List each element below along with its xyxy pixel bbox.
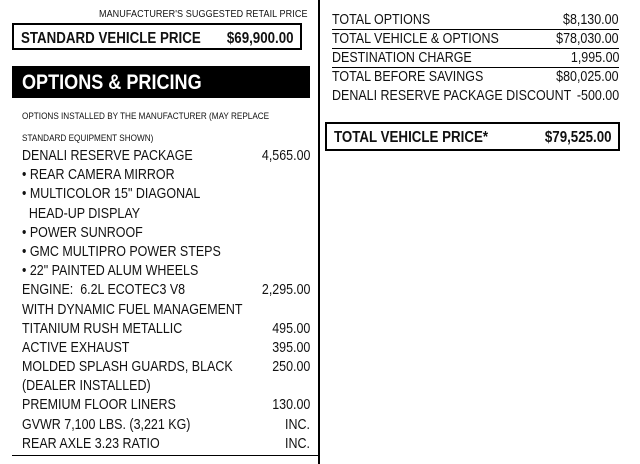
price-summary (332, 11, 619, 106)
total-price-value: $79,525.00 (545, 129, 612, 146)
option-label: • MULTICOLOR 15" DIAGONAL (22, 186, 201, 203)
option-price: 250.00 (271, 359, 310, 376)
bottom-rule (12, 455, 318, 456)
summary-value: $80,025.00 (556, 69, 619, 85)
msrp-label: MANUFACTURER'S SUGGESTED RETAIL PRICE (99, 8, 308, 20)
summary-row (332, 30, 619, 49)
summary-label: TOTAL BEFORE SAVINGS (332, 69, 484, 85)
option-label: DENALI RESERVE PACKAGE (22, 148, 193, 164)
total-price-label: TOTAL VEHICLE PRICE* (334, 129, 489, 146)
option-label: • REAR CAMERA MIRROR (22, 167, 175, 184)
option-price: 130.00 (271, 397, 310, 414)
option-price: 4,565.00 (261, 148, 310, 164)
summary-row (332, 87, 619, 106)
standard-price-box (12, 23, 302, 50)
summary-label: DENALI RESERVE PACKAGE DISCOUNT (332, 88, 572, 104)
standard-price-value: $69,900.00 (227, 30, 294, 47)
standard-price-label: STANDARD VEHICLE PRICE (21, 30, 201, 47)
option-label: WITH DYNAMIC FUEL MANAGEMENT (22, 301, 243, 318)
summary-value: $78,030.00 (556, 31, 619, 47)
summary-column (320, 0, 640, 464)
option-label: REAR AXLE 3.23 RATIO (22, 435, 160, 452)
option-row (22, 147, 310, 166)
summary-row (332, 49, 619, 68)
option-label: TITANIUM RUSH METALLIC (22, 320, 183, 337)
summary-label: TOTAL VEHICLE & OPTIONS (332, 31, 499, 47)
option-row (22, 396, 310, 415)
summary-label: DESTINATION CHARGE (332, 50, 472, 66)
options-title: OPTIONS & PRICING (22, 71, 202, 94)
option-row (22, 281, 310, 300)
option-price: 2,295.00 (261, 282, 310, 299)
option-price: INC. (285, 416, 310, 433)
options-note-line: STANDARD EQUIPMENT SHOWN) (22, 133, 154, 144)
option-row (22, 435, 310, 454)
option-label: PREMIUM FLOOR LINERS (22, 397, 176, 414)
options-list (22, 147, 310, 454)
options-note-line: OPTIONS INSTALLED BY THE MANUFACTURER (MAY REPLACE (22, 111, 270, 122)
option-row (22, 185, 310, 204)
option-row (22, 377, 310, 396)
summary-label: TOTAL OPTIONS (332, 12, 431, 28)
option-row (22, 243, 310, 262)
option-row (22, 358, 310, 377)
summary-row (332, 11, 619, 30)
option-row (22, 320, 310, 339)
option-row (22, 262, 310, 281)
option-price: INC. (285, 435, 310, 452)
option-row (22, 224, 310, 243)
options-column (0, 0, 318, 464)
options-title-bar (12, 66, 310, 98)
option-row (22, 339, 310, 358)
option-row (22, 166, 310, 185)
option-row (22, 205, 310, 224)
option-label: (DEALER INSTALLED) (22, 378, 151, 395)
option-price: 495.00 (271, 320, 310, 337)
option-row (22, 416, 310, 435)
option-label: MOLDED SPLASH GUARDS, BLACK (22, 359, 233, 376)
option-label: ACTIVE EXHAUST (22, 339, 130, 356)
option-label: ENGINE: 6.2L ECOTEC3 V8 (22, 282, 186, 299)
options-note (22, 111, 312, 144)
total-price-box (325, 122, 620, 151)
summary-value: -500.00 (576, 88, 619, 104)
option-label: • POWER SUNROOF (22, 224, 143, 241)
option-label: • GMC MULTIPRO POWER STEPS (22, 243, 221, 260)
summary-value: $8,130.00 (563, 12, 619, 28)
option-price: 395.00 (271, 339, 310, 356)
option-label: • 22" PAINTED ALUM WHEELS (22, 263, 199, 280)
option-label: GVWR 7,100 LBS. (3,221 KG) (22, 416, 191, 433)
option-row (22, 301, 310, 320)
summary-value: 1,995.00 (570, 50, 619, 66)
summary-row (332, 68, 619, 87)
option-label: HEAD-UP DISPLAY (22, 205, 141, 222)
